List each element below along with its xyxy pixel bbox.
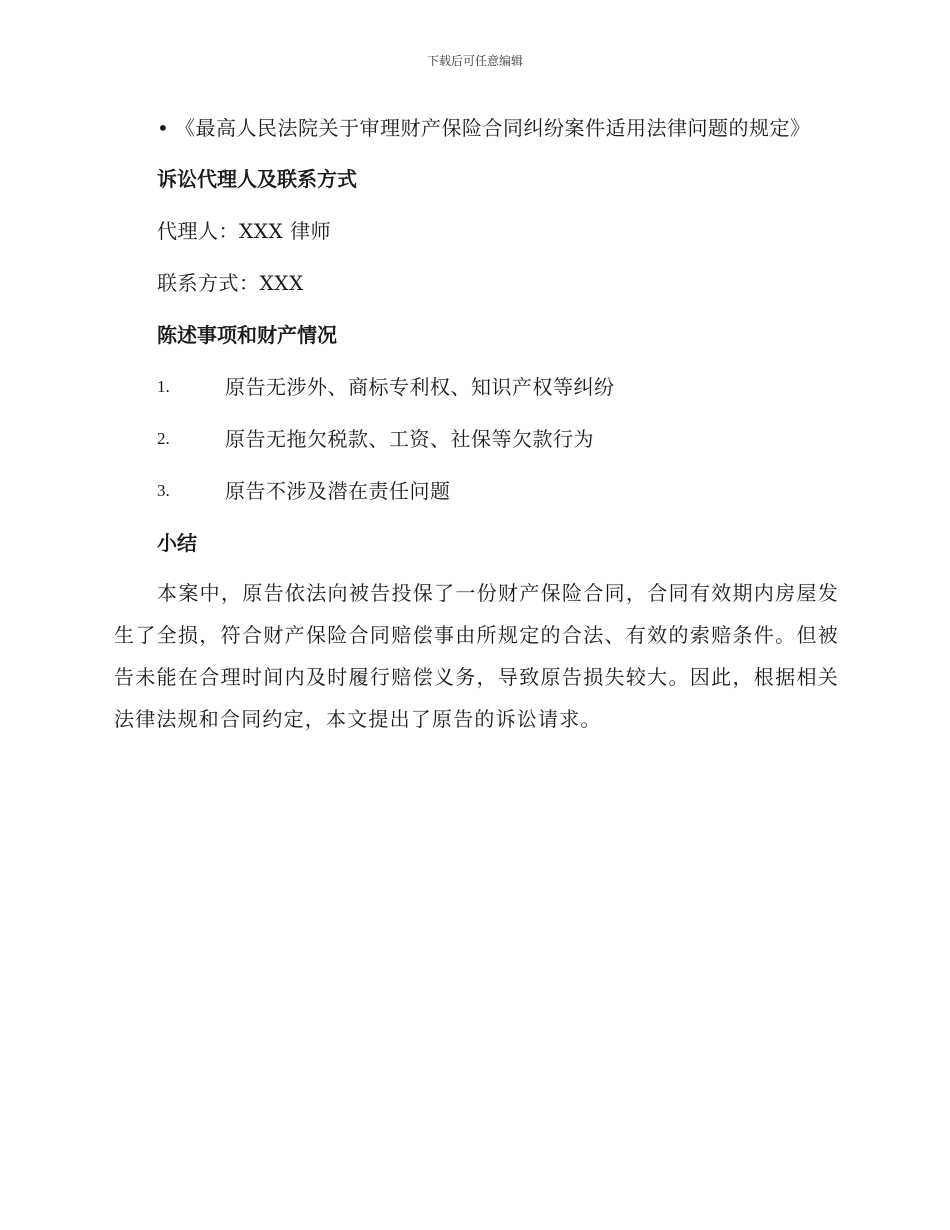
summary-paragraph: 本案中，原告依法向被告投保了一份财产保险合同，合同有效期内房屋发生了全损，符合财产保险合同赔偿事由所规定的合法、有效的索赔条件。但被告未能在合理时间内及时履行赔偿义务，导致原告损失较大。因此，根据相关法律法规和合同约定，本文提出了原告的诉讼请求。 bbox=[114, 581, 839, 731]
regulation-item bbox=[114, 114, 839, 142]
contact-line: 联系方式：XXX bbox=[157, 271, 304, 295]
list-item-text: 原告不涉及潜在责任问题 bbox=[225, 479, 451, 503]
list-item-number: 1. bbox=[157, 377, 170, 396]
agent-line: 代理人：XXX 律师 bbox=[157, 219, 332, 243]
page-header: 下载后可任意编辑 bbox=[426, 54, 523, 68]
list-item bbox=[114, 374, 839, 400]
list-item-text: 原告无拖欠税款、工资、社保等欠款行为 bbox=[225, 427, 594, 451]
statement-section-title: 陈述事项和财产情况 bbox=[157, 323, 337, 347]
summary-section-title: 小结 bbox=[157, 531, 197, 555]
list-item bbox=[114, 478, 839, 504]
regulation-text: 《最高人民法院关于审理财产保险合同纠纷案件适用法律问题的规定》 bbox=[175, 116, 811, 140]
bullet-icon: • bbox=[157, 116, 170, 140]
list-item-number: 3. bbox=[157, 481, 170, 500]
list-item bbox=[114, 426, 839, 452]
list-item-text: 原告无涉外、商标专利权、知识产权等纠纷 bbox=[225, 375, 615, 399]
document-body bbox=[114, 114, 839, 740]
agent-section-title: 诉讼代理人及联系方式 bbox=[157, 167, 357, 191]
list-item-number: 2. bbox=[157, 429, 170, 448]
